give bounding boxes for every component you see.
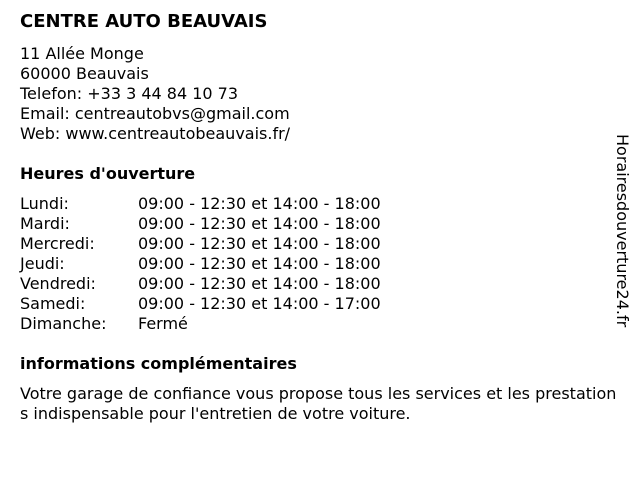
day-label: Mardi: — [20, 214, 70, 233]
hours-row-tuesday — [20, 214, 381, 234]
day-label: Samedi: — [20, 294, 86, 313]
day-hours: 09:00 - 12:30 et 14:00 - 17:00 — [138, 294, 381, 313]
phone-line: Telefon: +33 3 44 84 10 73 — [20, 84, 239, 103]
hours-row-wednesday — [20, 234, 381, 254]
hours-row-thursday — [20, 254, 381, 274]
day-hours: 09:00 - 12:30 et 14:00 - 18:00 — [138, 254, 381, 273]
email-line: Email: centreautobvs@gmail.com — [20, 104, 290, 123]
day-label: Dimanche: — [20, 314, 107, 333]
hours-row-saturday — [20, 294, 381, 314]
address-city: 60000 Beauvais — [20, 64, 149, 83]
day-label: Jeudi: — [20, 254, 65, 273]
info-heading: informations complémentaires — [20, 354, 297, 373]
hours-row-friday — [20, 274, 381, 294]
web-line: Web: www.centreautobeauvais.fr/ — [20, 124, 291, 143]
watermark-text: Horairesdouverture24.fr — [613, 134, 632, 328]
day-hours: 09:00 - 12:30 et 14:00 - 18:00 — [138, 194, 381, 213]
hours-heading: Heures d'ouverture — [20, 164, 196, 183]
day-hours: 09:00 - 12:30 et 14:00 - 18:00 — [138, 214, 381, 233]
page-title: CENTRE AUTO BEAUVAIS — [20, 11, 268, 32]
day-hours: 09:00 - 12:30 et 14:00 - 18:00 — [138, 234, 381, 253]
hours-row-sunday — [20, 314, 381, 334]
day-label: Mercredi: — [20, 234, 95, 253]
address-block — [20, 44, 290, 144]
day-label: Vendredi: — [20, 274, 96, 293]
address-street: 11 Allée Monge — [20, 44, 144, 63]
hours-table — [20, 194, 381, 334]
day-label: Lundi: — [20, 194, 69, 213]
hours-row-monday — [20, 194, 381, 214]
info-text: Votre garage de confiance vous propose tous les services et les prestations indispensable pour l'entretien de votre voiture. — [20, 384, 617, 423]
day-hours: Fermé — [138, 314, 188, 333]
day-hours: 09:00 - 12:30 et 14:00 - 18:00 — [138, 274, 381, 293]
